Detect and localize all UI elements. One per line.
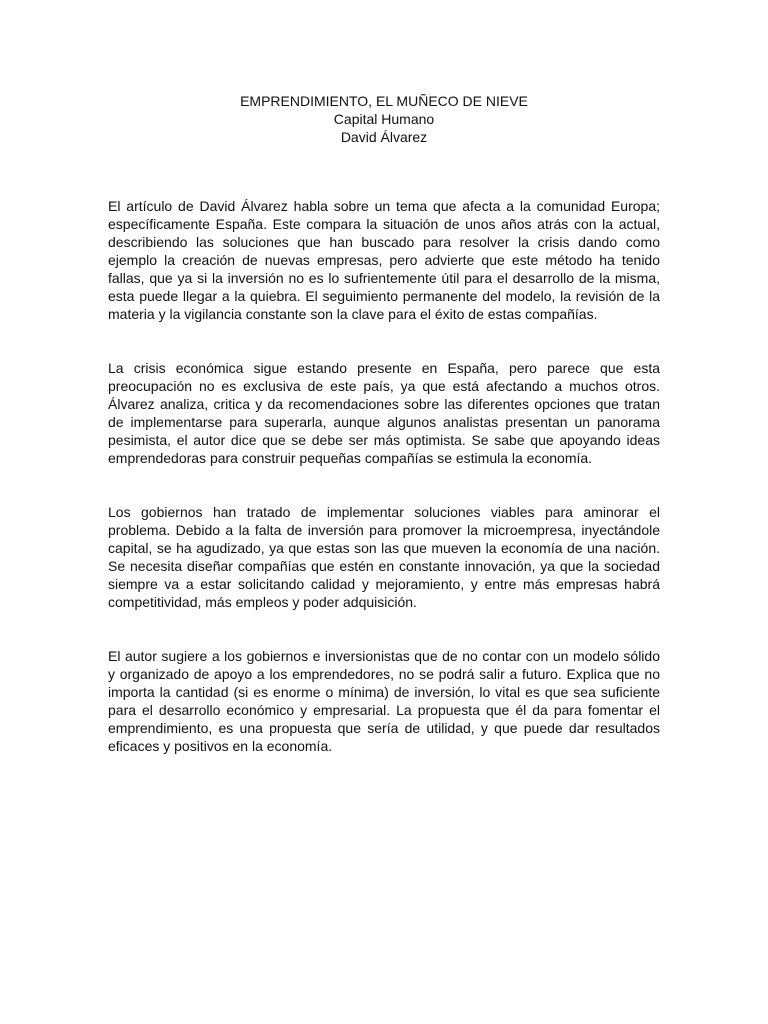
document-header — [0, 92, 768, 146]
paragraph-4: El autor sugiere a los gobiernos e inversionistas que de no contar con un modelo sólido y organizado de apoyo a los emprendedores, no se podrá salir a futuro. Explica que no importa la cantidad (si es enorme o mínima) de inversión, lo vital es que sea suficiente para el desarrollo económico y empresarial. La propuesta que él da para fomentar el emprendimiento, es una propuesta que sería de utilidad, y que puede dar resultados eficaces y positivos en la economía. — [108, 648, 660, 754]
document-title: EMPRENDIMIENTO, EL MUÑECO DE NIEVE — [240, 93, 528, 109]
document-author: David Álvarez — [340, 129, 428, 145]
document-subtitle: Capital Humano — [333, 111, 435, 127]
paragraph-3: Los gobiernos han tratado de implementar soluciones viables para aminorar el problema. Debido a la falta de inversión para promover la microempresa, inyectándole capital, se ha agudizado, ya que estas son las que mueven la economía de una nación. Se necesita diseñar compañías que estén en constante innovación, ya que la sociedad siempre va a estar solicitando calidad y mejoramiento, y entre más empresas habrá competitividad, más empleos y poder adquisición. — [108, 504, 660, 610]
document-body — [108, 197, 660, 791]
paragraph-2: La crisis económica sigue estando presente en España, pero parece que esta preocupación no es exclusiva de este país, ya que está afectando a muchos otros. Álvarez analiza, critica y da recomendaciones sobre las diferentes opciones que tratan de implementarse para superarla, aunque algunos analistas presentan un panorama pesimista, el autor dice que se debe ser más optimista. Se sabe que apoyando ideas emprendedoras para construir pequeñas compañías se estimula la economía. — [108, 360, 660, 466]
paragraph-1: El artículo de David Álvarez habla sobre un tema que afecta a la comunidad Europa; específicamente España. Este compara la situación de unos años atrás con la actual, describiendo las soluciones que han buscado para resolver la crisis dando como ejemplo la creación de nuevas empresas, pero advierte que este método ha tenido fallas, que ya si la inversión no es lo sufrientemente útil para el desarrollo de la misma, esta puede llegar a la quiebra. El seguimiento permanente del modelo, la revisión de la materia y la vigilancia constante son la clave para el éxito de estas compañías. — [108, 198, 660, 322]
